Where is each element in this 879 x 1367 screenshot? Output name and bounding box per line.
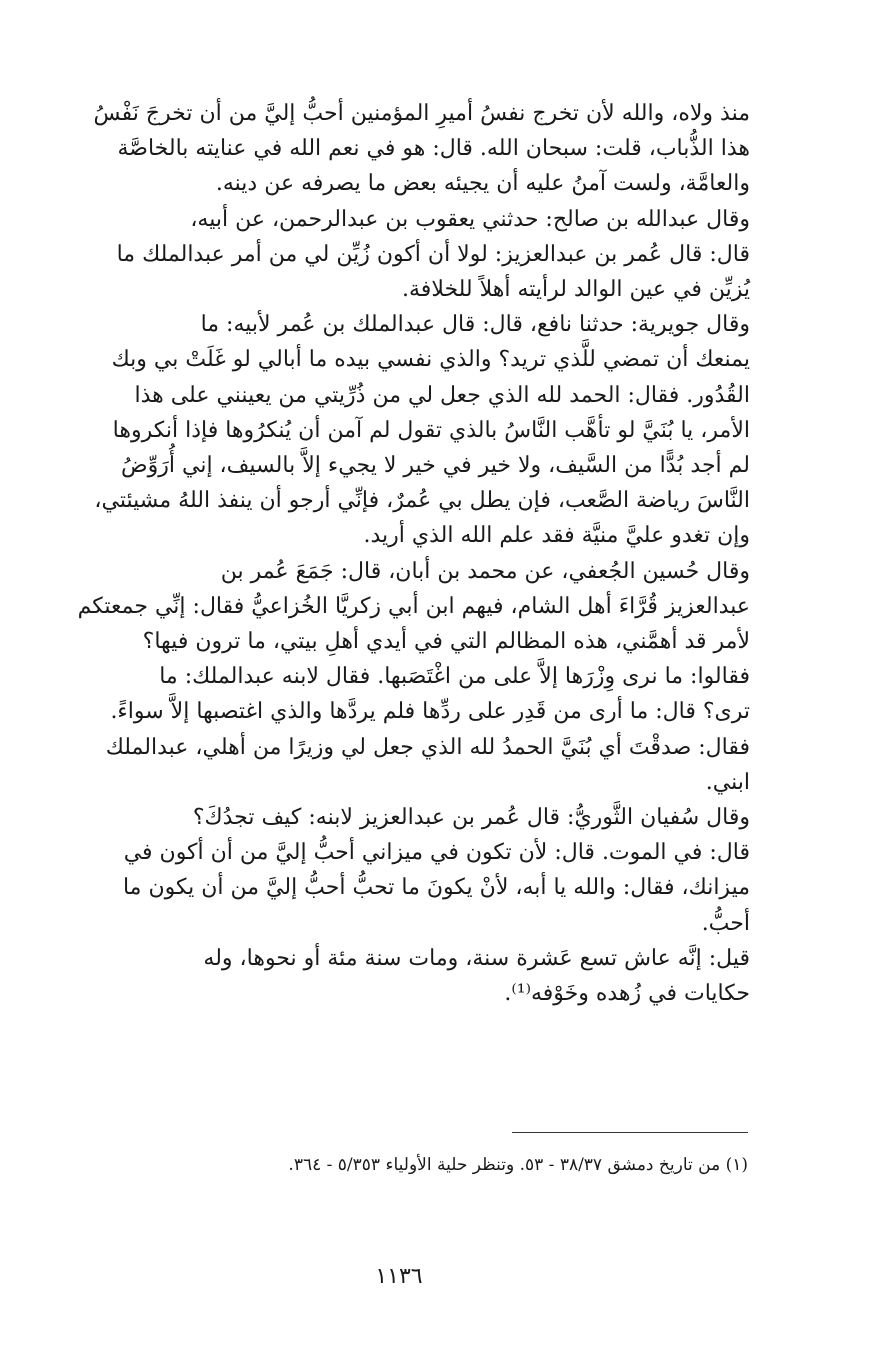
- paragraph-2: وقال عبدالله بن صالح: حدثني يعقوب بن عبدالرحمن، عن أبيه، قال: قال عُمر بن عبدالعزيز: لولا أن أكون زُيِّن لي من أمر عبدالملك ما يُزيِّن في عين الوالد لرأيته أهلاً للخلافة.: [116, 206, 750, 303]
- paragraph-3: وقال جويرية: حدثنا نافع، قال: قال عبدالملك بن عُمر لأبيه: ما يمنعك أن تمضي للَّذي تريد؟ والذي نفسي بيده ما أبالي لو غَلَتْ بي وبك القُدُور. فقال: الحمد لله الذي جعل لي من ذُرِّيتي من يعينني على هذا الأمر، يا بُنَيَّ لو تأهَّب النَّاسُ بالذي تقول لم آمن أن يُنكرُوها فإذا أنكروها لم أجد بُدًّا من السَّيف، ولا خير في خير لا يجيء إلاَّ بالسيف، إني أُرَوِّضُ النَّاسَ رياضة الصَّعب، فإن يطل بي عُمرٌ، فإنِّي أرجو أن ينفذ اللهُ مشيئتي، وإن تغدو عليَّ منيَّة فقد علم الله الذي أريد.: [94, 312, 750, 549]
- paragraph-6: قيل: إنَّه عاش تسع عَشرة سنة، ومات سنة مئة أو نحوها، وله حكايات في زُهده وخَوْفه⁽¹⁾.: [203, 945, 750, 1007]
- paragraph-4: وقال حُسين الجُعفي، عن محمد بن أبان، قال: جَمَعَ عُمر بن عبدالعزيز قُرَّاءَ أهل الشام، فيهم ابن أبي زكريَّا الخُزاعيُّ فقال: إنِّي جمعتكم لأمر قد أهمَّني، هذه المظالم التي في أيدي أهلِ بيتي، ما ترون فيها؟ فقالوا: ما نرى وِزْرَها إلاَّ على من اغْتَصَبها. فقال لابنه عبدالملك: ما ترى؟ قال: ما أرى من قَدِر على ردِّها فلم يردَّها والذي اغتصبها إلاَّ سواءً. فقال: صدقْتَ أي بُنَيَّ الحمدُ لله الذي جعل لي وزيرًا من أهلي، عبدالملك ابني.: [77, 558, 750, 795]
- paragraph-1: منذ ولاه، والله لأن تخرج نفسُ أميرِ المؤمنين أحبُّ إليَّ من أن تخرجَ نَفْسُ هذا الذُّباب، قلت: سبحان الله. قال: هو في نعم الله في عنايته بالخاصَّة والعامَّة، ولست آمنُ عليه أن يجيئه بعض ما يصرفه عن دينه.: [93, 101, 750, 197]
- main-text: [28, 96, 750, 1011]
- page-number: ١١٣٦: [375, 1264, 423, 1289]
- footnote-separator: [512, 1132, 748, 1133]
- footnote: (١) من تاريخ دمشق ٣٨/٣٧ - ٥٣. وتنظر حلية الأولياء ٥/٣٥٣ - ٣٦٤.: [288, 1155, 748, 1175]
- paragraph-5: وقال سُفيان الثَّوريُّ: قال عُمر بن عبدالعزيز لابنه: كيف تجدُكَ؟ قال: في الموت. قال: لأن تكون في ميزاني أحبُّ إليَّ من أن أكون في ميزانك، فقال: والله يا أبه، لأنْ يكونَ ما تحبُّ أحبُّ إليَّ من أن يكون ما أحبُّ.: [122, 805, 750, 936]
